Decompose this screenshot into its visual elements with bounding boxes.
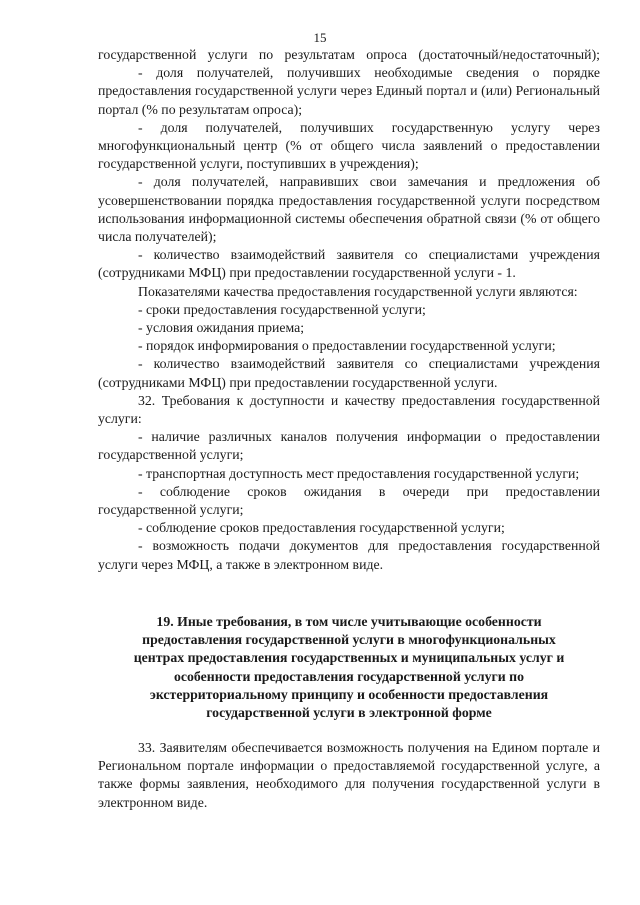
list-item: - сроки предоставления государственной услуги;	[138, 301, 426, 317]
heading-line: предоставления государственной услуги в многофункциональных	[142, 632, 556, 648]
list-item: - наличие различных каналов получения информации о предоставлении государственной услуги;	[98, 429, 600, 463]
paragraph: Показателями качества предоставления государственной услуги являются:	[138, 283, 578, 299]
paragraph: 33. Заявителям обеспечивается возможность получения на Едином портале и Региональном портале информации о предоставляемой государственной услуге, а также формы заявления, необходимого для получения государственной услуги в электронном виде.	[98, 740, 600, 810]
list-item: - транспортная доступность мест предоставления государственной услуги;	[138, 465, 580, 481]
list-item: - соблюдение сроков предоставления государственной услуги;	[138, 520, 505, 536]
paragraph: 32. Требования к доступности и качеству предоставления государственной услуги:	[98, 392, 600, 427]
paragraph: - доля получателей, получивших необходимые сведения о порядке предоставления государственной услуги через Единый портал и (или) Региональный портал (% по результатам опроса);	[98, 65, 600, 117]
list-item: - порядок информирования о предоставлении государственной услуги;	[138, 338, 556, 354]
heading-line: особенности предоставления государственной услуги по	[174, 668, 524, 684]
closing-section	[98, 739, 600, 812]
section-heading	[98, 613, 600, 722]
list-item: - возможность подачи документов для предоставления государственной услуги через МФЦ, а также в электронном виде.	[98, 538, 600, 572]
paragraph: - доля получателей, получивших государственную услугу через многофункциональный центр (% от общего числа заявлений о предоставлении государственной услуги, поступивших в учреждения);	[98, 119, 600, 172]
list-item: - соблюдение сроков ожидания в очереди при предоставлении государственной услуги;	[98, 483, 600, 518]
paragraph: - количество взаимодействий заявителя со специалистами учреждения (сотрудниками МФЦ) при предоставлении государственной услуги - 1.	[98, 247, 600, 281]
heading-line: государственной услуги в электронной форме	[206, 705, 492, 721]
body-text	[98, 46, 600, 574]
paragraph: - доля получателей, направивших свои замечания и предложения об усовершенствовании порядка предоставления государственной услуги посредством использования информационной системы обеспечения обратной связи (% от общего числа получателей);	[98, 174, 600, 245]
page-number: 15	[313, 30, 327, 45]
heading-line: 19. Иные требования, в том числе учитывающие особенности	[156, 614, 542, 629]
paragraph: государственной услуги по результатам опроса (достаточный/недостаточный);	[98, 47, 600, 62]
heading-line: центрах предоставления государственных и муниципальных услуг и	[133, 650, 565, 666]
list-item: - количество взаимодействий заявителя со специалистами учреждения (сотрудниками МФЦ) при предоставлении государственной услуги.	[98, 356, 600, 390]
list-item: - условия ожидания приема;	[138, 320, 305, 336]
heading-line: экстерриториальному принципу и особенности предоставления	[149, 686, 549, 702]
